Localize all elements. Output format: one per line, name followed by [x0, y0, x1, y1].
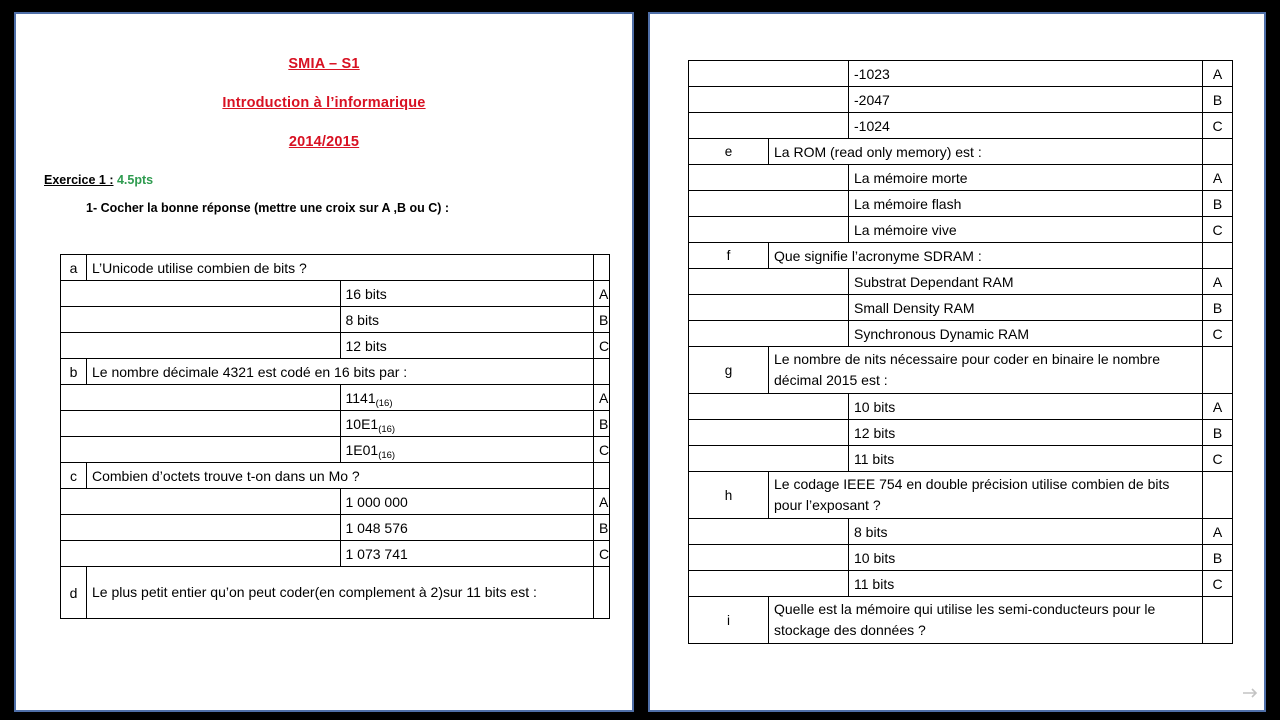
question-stem: L’Unicode utilise combien de bits ? — [87, 255, 594, 281]
question-stem: Le plus petit entier qu’on peut coder(en complement à 2)sur 11 bits est : — [87, 567, 594, 619]
option-key: A — [1203, 165, 1233, 191]
blank-cell — [61, 489, 341, 515]
option-key: B — [1203, 545, 1233, 571]
option-text: Substrat Dependant RAM — [849, 269, 1203, 295]
arrow-cursor-icon — [1240, 682, 1262, 704]
option-key: B — [1203, 295, 1233, 321]
table-row — [61, 333, 610, 359]
question-stem: Le codage IEEE 754 en double précision utilise combien de bits pour l’exposant ? — [769, 472, 1203, 519]
blank-cell — [61, 515, 341, 541]
blank-cell — [689, 394, 849, 420]
option-text: La mémoire vive — [849, 217, 1203, 243]
option-text: La mémoire flash — [849, 191, 1203, 217]
option-key: A — [1203, 394, 1233, 420]
table-row — [61, 437, 610, 463]
table-row — [689, 545, 1233, 571]
question-letter: a — [61, 255, 87, 281]
table-row — [689, 113, 1233, 139]
option-cell — [340, 385, 594, 411]
table-row — [61, 463, 610, 489]
table-row — [689, 165, 1233, 191]
blank-cell — [689, 545, 849, 571]
table-row — [689, 61, 1233, 87]
option-key: B — [594, 307, 610, 333]
blank-cell — [689, 519, 849, 545]
option-text: Synchronous Dynamic RAM — [849, 321, 1203, 347]
option-key: C — [1203, 321, 1233, 347]
option-subscript: (16) — [378, 449, 396, 461]
question-letter: d — [61, 567, 87, 619]
left-questions-table — [60, 254, 610, 619]
table-row — [61, 489, 610, 515]
blank-cell — [689, 87, 849, 113]
option-key: A — [594, 281, 610, 307]
row-tail-cell — [1203, 139, 1233, 165]
table-row — [689, 394, 1233, 420]
option-subscript: (16) — [375, 397, 393, 409]
option-text: -1023 — [849, 61, 1203, 87]
blank-cell — [689, 295, 849, 321]
instruction-text: 1- Cocher la bonne réponse (mettre une croix sur A ,B ou C) : — [86, 201, 450, 215]
question-letter: b — [61, 359, 87, 385]
blank-cell — [689, 446, 849, 472]
blank-cell — [61, 281, 341, 307]
option-key: C — [1203, 571, 1233, 597]
option-key: B — [1203, 87, 1233, 113]
header-line-subject: Introduction à l’informarique — [222, 95, 426, 111]
option-text: 11 bits — [849, 446, 1203, 472]
option-key: B — [1203, 191, 1233, 217]
question-stem: Quelle est la mémoire qui utilise les semi-conducteurs pour le stockage des données ? — [769, 597, 1203, 644]
table-row — [61, 359, 610, 385]
exercise-heading — [44, 173, 632, 187]
option-key: A — [594, 489, 610, 515]
question-stem: Combien d’octets trouve t-on dans un Mo ? — [87, 463, 594, 489]
option-key: C — [1203, 217, 1233, 243]
option-text: 1 000 000 — [340, 489, 594, 515]
blank-cell — [61, 541, 341, 567]
document-page-left — [14, 12, 634, 712]
row-tail-cell — [1203, 243, 1233, 269]
option-key: C — [1203, 446, 1233, 472]
blank-cell — [61, 437, 341, 463]
document-page-right — [648, 12, 1266, 712]
blank-cell — [61, 411, 341, 437]
question-letter: i — [689, 597, 769, 644]
option-key: C — [594, 437, 610, 463]
question-letter: h — [689, 472, 769, 519]
right-questions-table — [688, 60, 1233, 644]
option-text: 1141 — [345, 389, 376, 406]
option-text: 8 bits — [340, 307, 594, 333]
question-stem: La ROM (read only memory) est : — [769, 139, 1203, 165]
row-tail-cell — [594, 567, 610, 619]
row-tail-cell — [594, 255, 610, 281]
option-key: A — [594, 385, 610, 411]
blank-cell — [689, 113, 849, 139]
table-row — [689, 217, 1233, 243]
option-key: B — [594, 411, 610, 437]
table-row — [61, 307, 610, 333]
page-left-content — [16, 14, 632, 710]
option-key: C — [594, 541, 610, 567]
table-row — [689, 191, 1233, 217]
option-key: C — [1203, 113, 1233, 139]
table-row — [61, 567, 610, 619]
option-key: A — [1203, 269, 1233, 295]
row-tail-cell — [594, 463, 610, 489]
option-text: 1E01 — [345, 441, 379, 458]
option-key: A — [1203, 61, 1233, 87]
table-row — [689, 597, 1233, 644]
table-row — [61, 515, 610, 541]
table-row — [689, 420, 1233, 446]
row-tail-cell — [1203, 472, 1233, 519]
blank-cell — [689, 269, 849, 295]
table-row — [689, 243, 1233, 269]
header-line-title: SMIA – S1 — [288, 56, 360, 72]
option-text: La mémoire morte — [849, 165, 1203, 191]
table-row — [689, 571, 1233, 597]
exercise-label: Exercice 1 : — [44, 173, 114, 187]
blank-cell — [61, 307, 341, 333]
row-tail-cell — [594, 359, 610, 385]
blank-cell — [689, 420, 849, 446]
option-text: 1 073 741 — [340, 541, 594, 567]
table-row — [61, 385, 610, 411]
blank-cell — [61, 385, 341, 411]
question-letter: c — [61, 463, 87, 489]
table-row — [689, 446, 1233, 472]
option-key: B — [594, 515, 610, 541]
option-text: 12 bits — [340, 333, 594, 359]
question-stem: Le nombre de nits nécessaire pour coder en binaire le nombre décimal 2015 est : — [769, 347, 1203, 394]
option-key: C — [594, 333, 610, 359]
option-subscript: (16) — [378, 423, 396, 435]
table-row — [689, 269, 1233, 295]
question-letter: e — [689, 139, 769, 165]
row-tail-cell — [1203, 597, 1233, 644]
option-text: 1 048 576 — [340, 515, 594, 541]
blank-cell — [689, 321, 849, 347]
row-tail-cell — [1203, 347, 1233, 394]
blank-cell — [689, 165, 849, 191]
option-text: 10E1 — [345, 415, 379, 432]
blank-cell — [689, 571, 849, 597]
option-key: B — [1203, 420, 1233, 446]
blank-cell — [689, 61, 849, 87]
table-row — [61, 281, 610, 307]
option-text: 10 bits — [849, 394, 1203, 420]
option-cell — [340, 411, 594, 437]
table-row — [689, 519, 1233, 545]
blank-cell — [689, 191, 849, 217]
blank-cell — [689, 217, 849, 243]
table-row — [61, 255, 610, 281]
table-row — [689, 472, 1233, 519]
option-text: -2047 — [849, 87, 1203, 113]
blank-cell — [61, 333, 341, 359]
option-text: 12 bits — [849, 420, 1203, 446]
option-text: 16 bits — [340, 281, 594, 307]
option-text: Small Density RAM — [849, 295, 1203, 321]
option-text: -1024 — [849, 113, 1203, 139]
table-row — [689, 347, 1233, 394]
table-row — [61, 411, 610, 437]
question-letter: f — [689, 243, 769, 269]
option-text: 10 bits — [849, 545, 1203, 571]
header-line-year: 2014/2015 — [288, 134, 360, 150]
table-row — [689, 87, 1233, 113]
option-key: A — [1203, 519, 1233, 545]
table-row — [689, 321, 1233, 347]
option-text: 8 bits — [849, 519, 1203, 545]
question-letter: g — [689, 347, 769, 394]
document-header — [16, 56, 632, 150]
question-stem: Le nombre décimale 4321 est codé en 16 bits par : — [87, 359, 594, 385]
option-cell — [340, 437, 594, 463]
table-row — [689, 139, 1233, 165]
question-stem: Que signifie l’acronyme SDRAM : — [769, 243, 1203, 269]
table-row — [61, 541, 610, 567]
exercise-points: 4.5pts — [116, 173, 154, 187]
option-text: 11 bits — [849, 571, 1203, 597]
table-row — [689, 295, 1233, 321]
